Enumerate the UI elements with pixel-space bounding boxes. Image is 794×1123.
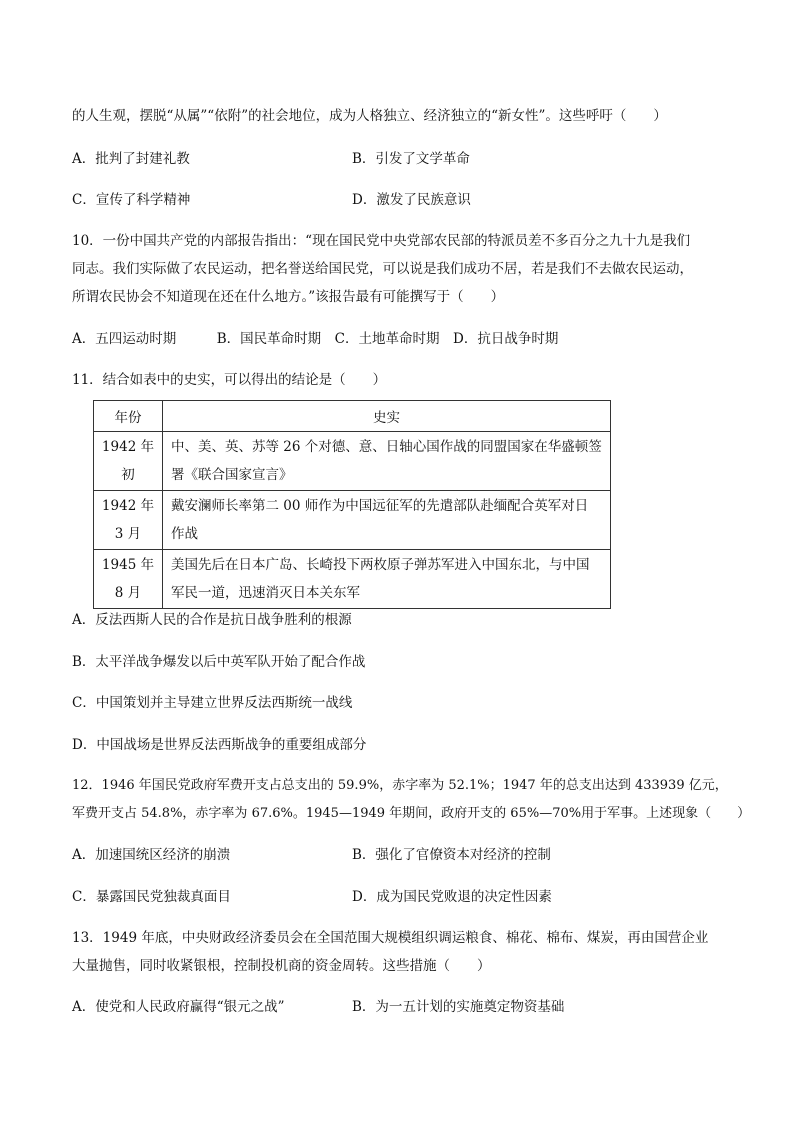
q10-stem-line-2: 同志。我们实际做了农民运动，把名誉送给国民党，可以说是我们成功不居，若是我们不去做农民运动，: [72, 261, 693, 277]
row-year: [94, 550, 163, 609]
q12-stem-line-2: 军费开支占 54.8%，赤字率为 67.6%。1945—1949 年期间，政府开支的 65%—70%用于军事。上述现象（ ）: [72, 806, 751, 821]
q12-option-a[interactable]: A．加速国统区经济的崩溃: [72, 847, 231, 863]
q13-option-a[interactable]: A．使党和人民政府赢得“银元之战”: [72, 999, 285, 1015]
year-line-1: 1942 年: [101, 498, 155, 514]
table-header-row: [94, 401, 611, 432]
q12-stem-line-1: 12．1946 年国民党政府军费开支占总支出的 59.9%，赤字率为 52.1%；1947 年的总支出达到 433939 亿元，: [72, 778, 728, 793]
fact-line-1: 戴安澜师长率第二 00 师作为中国远征军的先遣部队赴缅配合英军对日: [171, 498, 589, 514]
table-row: [94, 491, 611, 550]
q13-stem-line-2: 大量抛售，同时收紧银根，控制投机商的资金周转。这些措施（ ）: [72, 958, 491, 974]
q9-option-d[interactable]: D．激发了民族意识: [352, 192, 471, 208]
q11-option-b[interactable]: B．太平洋战争爆发以后中英军队开始了配合作战: [72, 654, 366, 670]
q11-option-a[interactable]: A．反法西斯人民的合作是抗日战争胜利的根源: [72, 612, 352, 628]
header-year: 年份: [94, 401, 163, 432]
row-fact: [163, 491, 611, 550]
q9-option-c[interactable]: C．宣传了科学精神: [72, 192, 191, 208]
q11-history-table: [93, 400, 611, 609]
q11-option-c[interactable]: C．中国策划并主导建立世界反法西斯统一战线: [72, 695, 353, 711]
q12-option-d[interactable]: D．成为国民党败退的决定性因素: [352, 889, 552, 905]
row-year: [94, 491, 163, 550]
q11-option-d[interactable]: D．中国战场是世界反法西斯战争的重要组成部分: [72, 737, 367, 753]
q10-stem-line-3: 所谓农民协会不知道现在还在什么地方。”该报告最有可能撰写于（ ）: [72, 289, 505, 305]
q11-stem: 11．结合如表中的史实，可以得出的结论是（ ）: [72, 372, 387, 388]
q10-stem-line-1: 10．一份中国共产党的内部报告指出：“现在国民党中央党部农民部的特派员差不多百分之九十九是我们: [72, 233, 691, 249]
q13-stem-line-1: 13．1949 年底，中央财政经济委员会在全国范围大规模组织调运粮食、棉花、棉布、煤炭，再由国营企业: [72, 930, 709, 946]
year-line-1: 1945 年: [101, 557, 155, 573]
row-fact: [163, 432, 611, 491]
q9-option-b[interactable]: B．引发了文学革命: [352, 151, 470, 167]
row-fact: [163, 550, 611, 609]
q12-option-c[interactable]: C．暴露国民党独裁真面目: [72, 889, 231, 905]
table-row: [94, 550, 611, 609]
q9-stem-line: 的人生观，摆脱“从属”“依附”的社会地位，成为人格独立、经济独立的“新女性”。这些呼吁（ ）: [72, 108, 667, 124]
fact-line-2: 作战: [171, 526, 198, 542]
fact-line-2: 军民一道，迅速消灭日本关东军: [171, 585, 360, 601]
year-line-1: 1942 年: [101, 439, 155, 455]
q10-options[interactable]: A．五四运动时期 B．国民革命时期 C．土地革命时期 D．抗日战争时期: [72, 331, 559, 347]
table-row: [94, 432, 611, 491]
year-line-2: 8 月: [114, 585, 142, 601]
q9-option-a[interactable]: A．批判了封建礼教: [72, 151, 190, 167]
row-year: [94, 432, 163, 491]
fact-line-1: 美国先后在日本广岛、长崎投下两枚原子弹苏军进入中国东北，与中国: [171, 557, 590, 573]
header-fact: 史实: [163, 401, 611, 432]
q13-option-b[interactable]: B．为一五计划的实施奠定物资基础: [352, 999, 565, 1015]
fact-line-1: 中、美、英、苏等 26 个对德、意、日轴心国作战的同盟国家在华盛顿签: [171, 439, 602, 455]
fact-line-2: 署《联合国家宣言》: [171, 467, 293, 483]
year-line-2: 初: [121, 467, 135, 483]
year-line-2: 3 月: [114, 526, 142, 542]
q12-option-b[interactable]: B．强化了官僚资本对经济的控制: [352, 847, 551, 863]
